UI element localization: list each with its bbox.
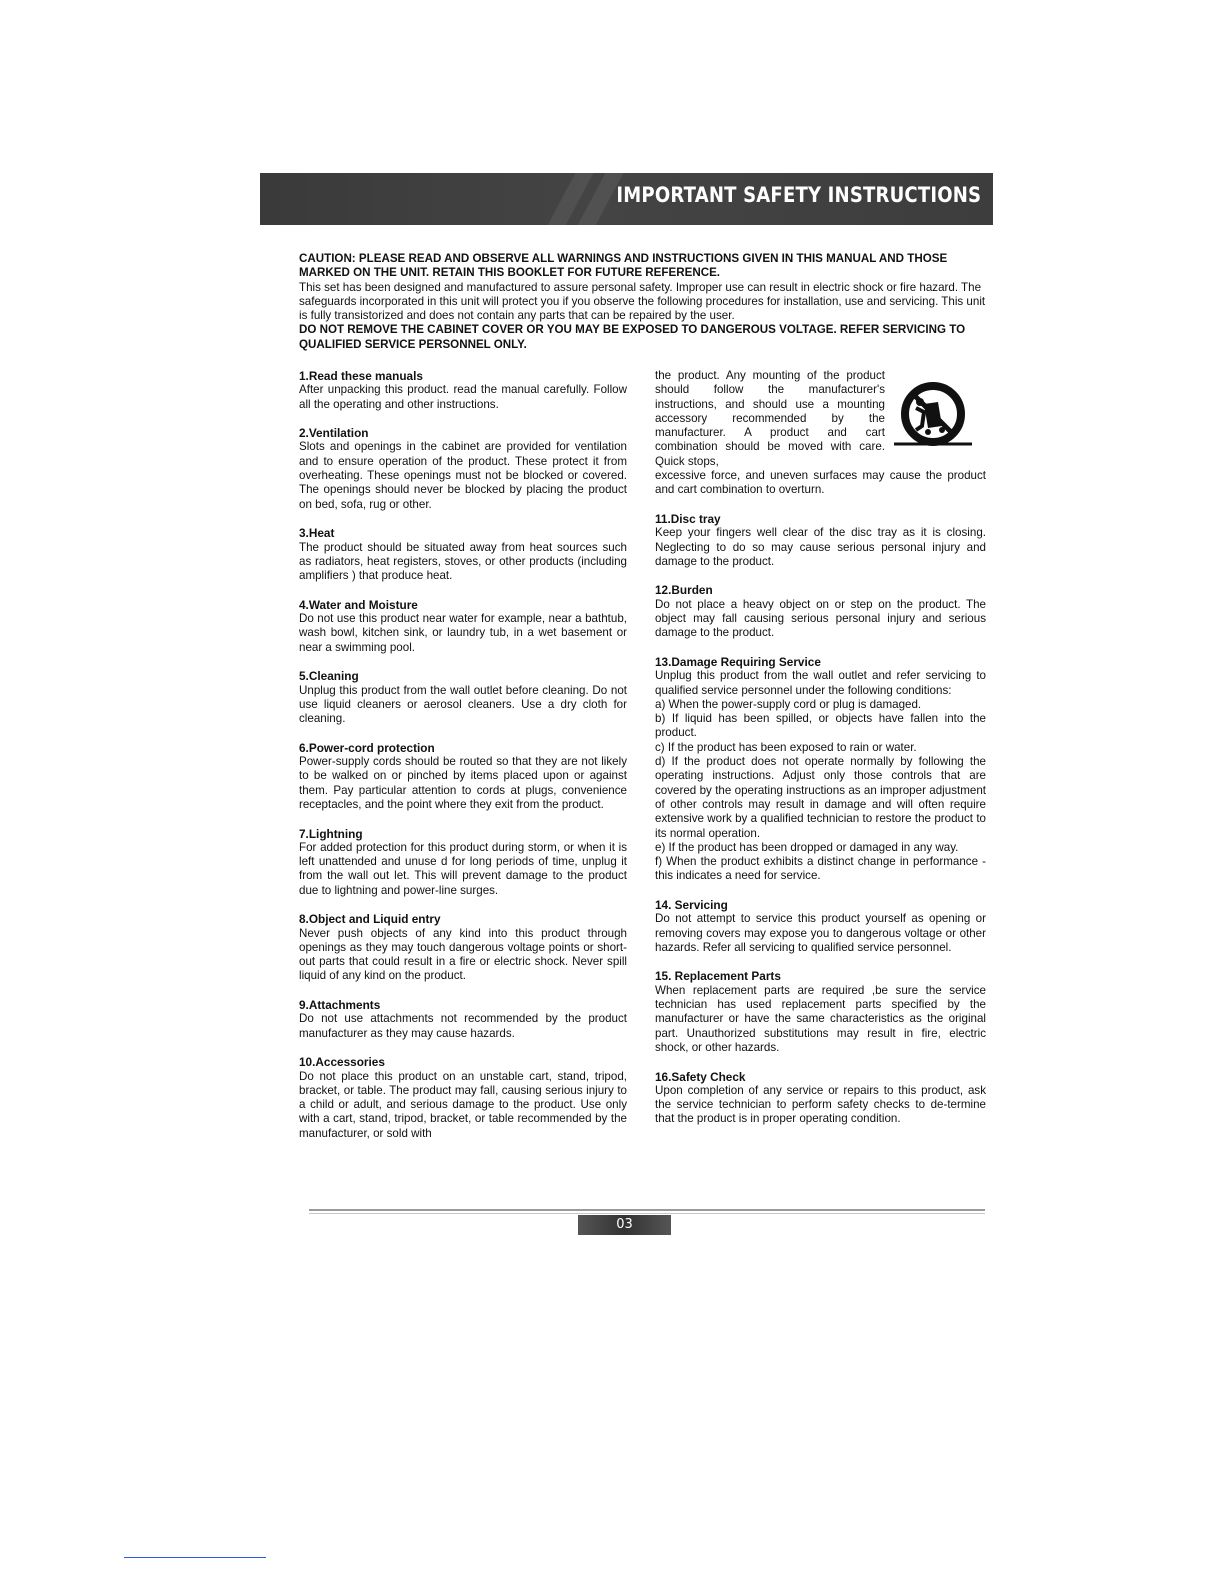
section-power-cord xyxy=(299,741,627,812)
damage-conditions-list xyxy=(655,698,986,884)
section-title: 13.Damage Requiring Service xyxy=(655,654,821,669)
section-title: 15. Replacement Parts xyxy=(655,969,781,984)
caution-text: CAUTION: PLEASE READ AND OBSERVE ALL WARNINGS AND INSTRUCTIONS GIVEN IN THIS MANUAL AND THOSE MARKED ON THE UNIT. RETAIN THIS BOOKLET FOR FUTURE REFERENCE. xyxy=(299,252,948,280)
section-object-liquid xyxy=(299,912,627,983)
cart-tip-over-warning-icon xyxy=(894,382,972,448)
list-item: a) When the power-supply cord or plug is damaged. xyxy=(655,697,922,711)
section-body: Do not use attachments not recommended by the product manufacturer as they may cause hazards. xyxy=(299,1012,627,1040)
section-body: When replacement parts are required ,be sure the service technician has used replacement parts specified by the manufacturer or have the same characteristics as the original part. Unauthorized substitutions may result in fire, electric shock, or other hazards. xyxy=(655,983,986,1054)
left-column xyxy=(299,369,627,1155)
section-disc-tray xyxy=(655,512,986,569)
section-read-manuals xyxy=(299,369,627,412)
section-body: Unplug this product from the wall outlet before cleaning. Do not use liquid cleaners or aerosol cleaners. Use a dry cloth for cleaning. xyxy=(299,683,627,726)
section-body: Slots and openings in the cabinet are provided for ventilation and to ensure operation of the product. These protect it from overheating. These openings must not be blocked or covered. The openings should never be blocked by placing the product on bed, sofa, rug or other. xyxy=(299,440,627,511)
section-damage-service xyxy=(655,655,986,884)
footer-divider-secondary xyxy=(309,1213,985,1214)
warning-text: DO NOT REMOVE THE CABINET COVER OR YOU MAY BE EXPOSED TO DANGEROUS VOLTAGE. REFER SERVICING TO QUALIFIED SERVICE PERSONNEL ONLY. xyxy=(299,323,966,351)
intro-body: This set has been designed and manufactured to assure personal safety. Improper use can result in electric shock or fire hazard. The safeguards incorporated in this unit will protect you if you observe the following procedures for installation, use and servicing. This unit is fully transistorized and does not contain any parts that can be repaired by the user. xyxy=(299,280,986,323)
section-title: 4.Water and Moisture xyxy=(299,597,418,612)
section-body: Do not use this product near water for example, near a bathtub, wash bowl, kitchen sink, or laundry tub, in a wet basement or near a swimming pool. xyxy=(299,612,627,654)
section-body: Unplug this product from the wall outlet and refer servicing to qualified service personnel under the following conditions: xyxy=(655,669,986,697)
section-body: Power-supply cords should be routed so that they are not likely to be walked on or pinched by items placed upon or against them. Pay particular attention to cords at plugs, convenience receptacles, and the point where they exit from the product. xyxy=(299,755,627,811)
list-item: b) If liquid has been spilled, or objects have fallen into the product. xyxy=(655,712,986,740)
section-title: 11.Disc tray xyxy=(655,511,721,526)
section-body: Upon completion of any service or repairs to this product, ask the service technician to perform safety checks to de-termine that the product is in proper operating condition. xyxy=(655,1083,986,1126)
list-item: c) If the product has been exposed to rain or water. xyxy=(655,740,917,754)
section-title: 16.Safety Check xyxy=(655,1069,746,1084)
section-title: 12.Burden xyxy=(655,583,713,598)
section-accessories xyxy=(299,1055,627,1141)
section-safety-check xyxy=(655,1070,986,1127)
intro-block xyxy=(299,252,989,352)
section-title: 10.Accessories xyxy=(299,1055,385,1070)
section-body: Do not place this product on an unstable cart, stand, tripod, bracket, or table. The product may fall, causing serious injury to a child or adult, and serious damage to the product. Use only with a cart, stand, tripod, bracket, or table recommended by the manufacturer, or sold with xyxy=(299,1069,627,1140)
section-body: Do not place a heavy object on or step on the product. The object may fall causing serious personal injury and serious damage to the product. xyxy=(655,597,986,640)
header-banner xyxy=(260,173,993,225)
section-title: 3.Heat xyxy=(299,526,335,541)
right-column xyxy=(655,369,986,1141)
section-body: Never push objects of any kind into this product through openings as they may touch dangerous voltage points or short-out parts that could result in a fire or electric shock. Never spill liquid of any kind on the product. xyxy=(299,926,627,983)
section-body: Do not attempt to service this product yourself as opening or removing covers may expose you to dangerous voltage or other hazards. Refer all servicing to qualified service personnel. xyxy=(655,912,986,954)
section-title: 14. Servicing xyxy=(655,897,728,912)
accessories-continued-rest: excessive force, and uneven surfaces may cause the product and cart combination to overturn. xyxy=(655,469,986,497)
section-body: The product should be situated away from heat sources such as radiators, heat registers, stoves, or other products (including amplifiers ) that produce heat. xyxy=(299,540,627,583)
section-servicing xyxy=(655,898,986,955)
page-number: 03 xyxy=(616,1217,633,1232)
section-body: Keep your fingers well clear of the disc tray as it is closing. Neglecting to do so may cause serious personal injury and damage to the product. xyxy=(655,526,986,568)
footnote-separator xyxy=(124,1557,266,1558)
list-item: e) If the product has been dropped or damaged in any way. xyxy=(655,840,959,854)
footer-divider xyxy=(309,1209,985,1211)
section-title: 8.Object and Liquid entry xyxy=(299,912,441,927)
section-lightning xyxy=(299,827,627,898)
accessories-continued xyxy=(655,369,986,469)
page-title: IMPORTANT SAFETY INSTRUCTIONS xyxy=(616,183,981,207)
section-title: 2.Ventilation xyxy=(299,426,369,441)
accessories-continued-text: the product. Any mounting of the product should follow the manufacturer's instructions, and should use a mounting accessory recommended by the manufacturer. A product and cart combination should be moved with care. Quick stops, xyxy=(655,369,885,468)
section-body: For added protection for this product during storm, or when it is left unattended and unuse d for long periods of time, unplug it from the wall out let. This will prevent damage to the product due to lightning and power-line surges. xyxy=(299,840,627,897)
list-item: f) When the product exhibits a distinct change in performance - this indicates a need for service. xyxy=(655,855,986,883)
section-title: 5.Cleaning xyxy=(299,669,359,684)
section-title: 7.Lightning xyxy=(299,826,363,841)
list-item: d) If the product does not operate normally by following the operating instructions. Adjust only those controls that are covered by the operating instructions as an improper adjustment of other controls may result in damage and will often require extensive work by a qualified technician to restore the product to its normal operation. xyxy=(655,755,986,840)
section-title: 9.Attachments xyxy=(299,998,381,1013)
section-replacement-parts xyxy=(655,969,986,1055)
section-cleaning xyxy=(299,669,627,726)
section-ventilation xyxy=(299,426,627,512)
section-water-moisture xyxy=(299,598,627,655)
section-heat xyxy=(299,526,627,583)
section-title: 1.Read these manuals xyxy=(299,369,423,383)
section-burden xyxy=(655,583,986,640)
section-body: After unpacking this product. read the manual carefully. Follow all the operating and other instructions. xyxy=(299,383,627,411)
page-number-tab xyxy=(578,1215,671,1235)
section-attachments xyxy=(299,998,627,1041)
section-title: 6.Power-cord protection xyxy=(299,740,435,755)
